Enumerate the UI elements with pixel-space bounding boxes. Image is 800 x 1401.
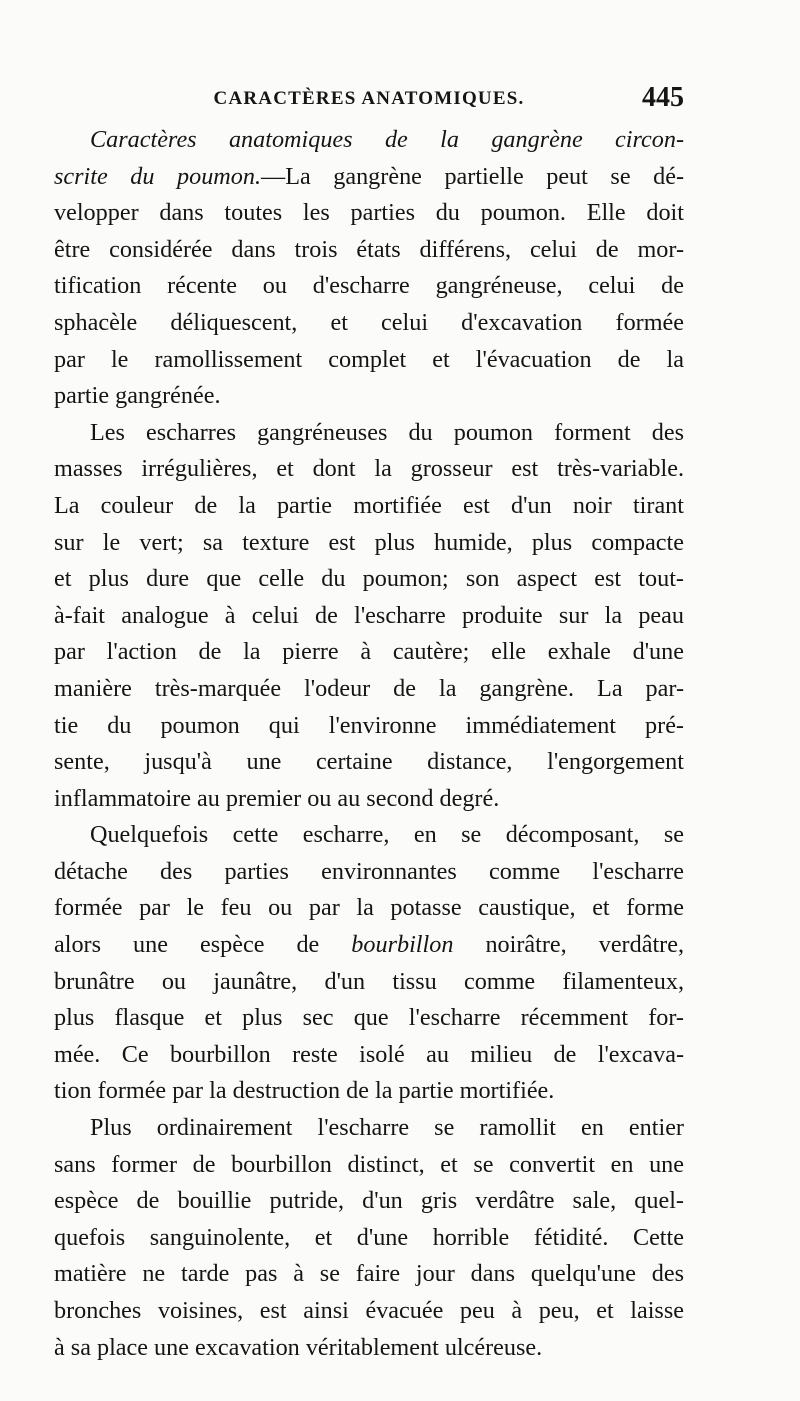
text-line: plus flasque et plus sec que l'escharre récemment for-	[54, 1004, 684, 1032]
text-line: être considérée dans trois états différens, celui de mor-	[54, 235, 684, 263]
text-line: à-fait analogue à celui de l'escharre produite sur la peau	[54, 601, 684, 629]
text-span: —La gangrène partielle peut se dé-	[261, 162, 684, 190]
text-span: alors une espèce de	[54, 931, 352, 959]
text-line: matière ne tarde pas à se faire jour dans quelqu'une des	[54, 1260, 684, 1288]
running-head	[54, 82, 684, 122]
text-line	[54, 122, 684, 159]
text-line: détache des parties environnantes comme l'escharre	[54, 857, 684, 885]
text-line: La couleur de la partie mortifiée est d'un noir tirant	[54, 491, 684, 519]
text-line: bronches voisines, est ainsi évacuée peu à peu, et laisse	[54, 1297, 684, 1324]
text-line: formée par le feu ou par la potasse caustique, et forme	[54, 894, 684, 922]
text-line: Les escharres gangréneuses du poumon forment des	[90, 418, 684, 446]
text-line	[54, 927, 684, 964]
text-line: tification récente ou d'escharre gangréneuse, celui de	[54, 272, 684, 300]
text-line: mée. Ce bourbillon reste isolé au milieu de l'excava-	[54, 1040, 684, 1068]
text-line: sphacèle déliquescent, et celui d'excavation formée	[54, 308, 684, 336]
text-line	[54, 159, 684, 196]
running-title: CARACTÈRES ANATOMIQUES.	[213, 88, 525, 109]
text-line: par le ramollissement complet et l'évacuation de la	[54, 345, 684, 373]
text-line: Quelquefois cette escharre, en se décomposant, se	[90, 821, 684, 849]
text-line: tie du poumon qui l'environne immédiatement pré-	[54, 711, 684, 739]
text-line: partie gangrénée.	[54, 382, 221, 410]
emphasis-term: bourbillon	[351, 931, 454, 959]
text-line: quefois sanguinolente, et d'une horrible fétidité. Cette	[54, 1223, 684, 1251]
text-line: sans former de bourbillon distinct, et se convertit en une	[54, 1150, 684, 1178]
text-line: sente, jusqu'à une certaine distance, l'engorgement	[54, 748, 684, 776]
text-line: Plus ordinairement l'escharre se ramollit en entier	[90, 1114, 684, 1142]
text-span: noirâtre, verdâtre,	[453, 931, 684, 959]
page-number: 445	[642, 82, 684, 113]
text-line: sur le vert; sa texture est plus humide, plus compacte	[54, 528, 684, 556]
section-heading: scrite du poumon.	[54, 162, 262, 190]
text-line: par l'action de la pierre à cautère; elle exhale d'une	[54, 638, 684, 666]
text-line: tion formée par la destruction de la partie mortifiée.	[54, 1077, 555, 1105]
text-line: brunâtre ou jaunâtre, d'un tissu comme filamenteux,	[54, 967, 684, 995]
text-line: velopper dans toutes les parties du poumon. Elle doit	[54, 199, 684, 227]
text-line: espèce de bouillie putride, d'un gris verdâtre sale, quel-	[54, 1187, 684, 1215]
text-line: et plus dure que celle du poumon; son aspect est tout-	[54, 565, 684, 593]
text-line: à sa place une excavation véritablement ulcéreuse.	[54, 1333, 543, 1361]
section-heading: Caractères anatomiques de la gangrène circon-	[90, 126, 684, 153]
text-line: manière très-marquée l'odeur de la gangrène. La par-	[54, 674, 684, 702]
text-line: inflammatoire au premier ou au second degré.	[54, 784, 500, 812]
text-line: masses irrégulières, et dont la grosseur est très-variable.	[54, 455, 684, 483]
body-text	[54, 122, 684, 1366]
